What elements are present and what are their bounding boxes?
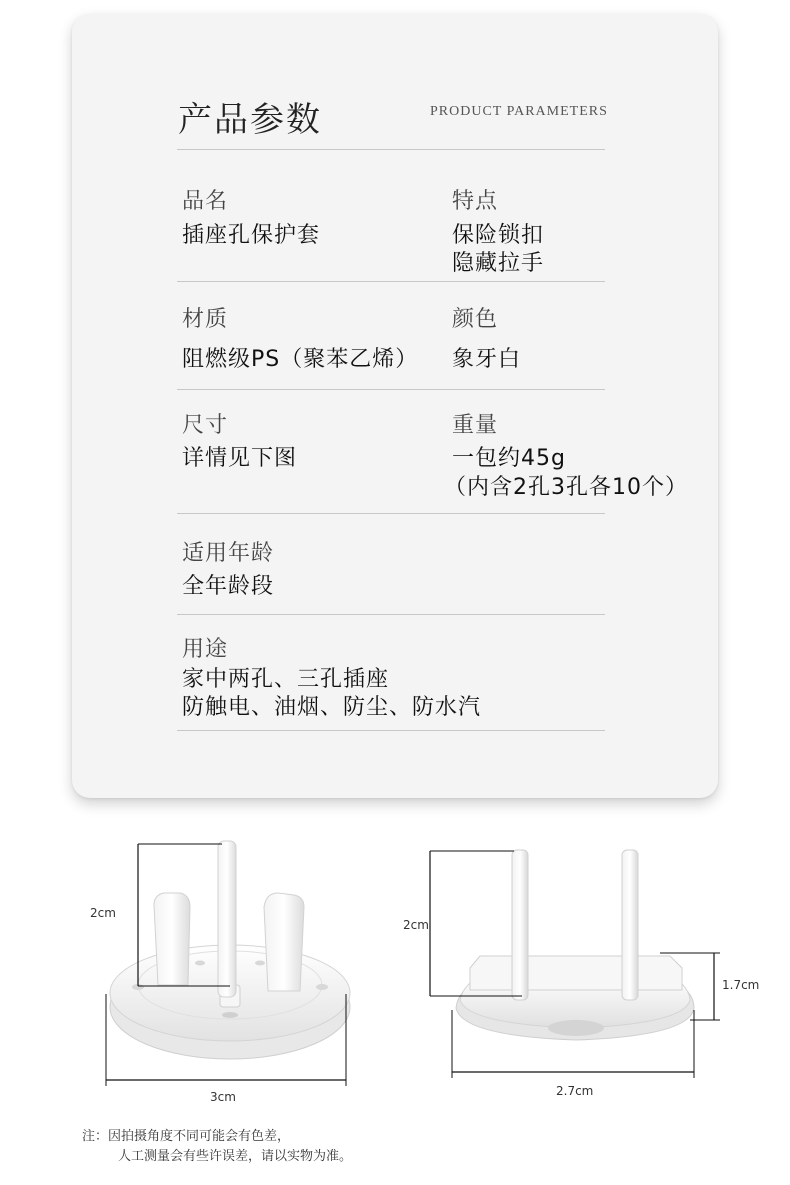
param-value-weight-2: （内含2孔3孔各10个） [444,475,688,500]
dimension-label: 1.7cm [722,978,760,992]
param-value-usage-1: 家中两孔、三孔插座 [182,667,390,692]
page-subtitle: PRODUCT PARAMETERS [430,104,608,119]
param-value-color: 象牙白 [452,347,522,372]
note-line: 人工测量会有些许误差，请以实物为准。 [118,1149,353,1164]
param-label-size: 尺寸 [182,413,229,438]
param-value-feature-2: 隐藏拉手 [452,251,545,276]
param-label-weight: 重量 [452,413,499,438]
note-line: 注：因拍摄角度不同可能会有色差， [82,1129,291,1144]
param-value-material: 阻燃级PS（聚苯乙烯） [182,347,419,372]
param-value-name: 插座孔保护套 [182,223,321,248]
dimension-label: 2cm [403,918,429,932]
dimension-label: 2cm [90,906,116,920]
param-label-name: 品名 [182,189,229,214]
param-value-size: 详情见下图 [182,446,298,471]
param-label-material: 材质 [182,307,229,332]
param-label-usage: 用途 [182,637,229,662]
param-value-feature-1: 保险锁扣 [452,223,545,248]
dimension-label: 2.7cm [556,1084,594,1098]
param-value-weight-1: 一包约45g [452,446,566,471]
param-label-age: 适用年龄 [182,541,275,566]
param-value-usage-2: 防触电、油烟、防尘、防水汽 [182,695,482,720]
param-label-feature: 特点 [452,189,499,214]
param-value-age: 全年龄段 [182,574,275,599]
page-title: 产品参数 [178,100,322,140]
param-label-color: 颜色 [452,307,499,332]
dimension-label: 3cm [210,1090,236,1104]
